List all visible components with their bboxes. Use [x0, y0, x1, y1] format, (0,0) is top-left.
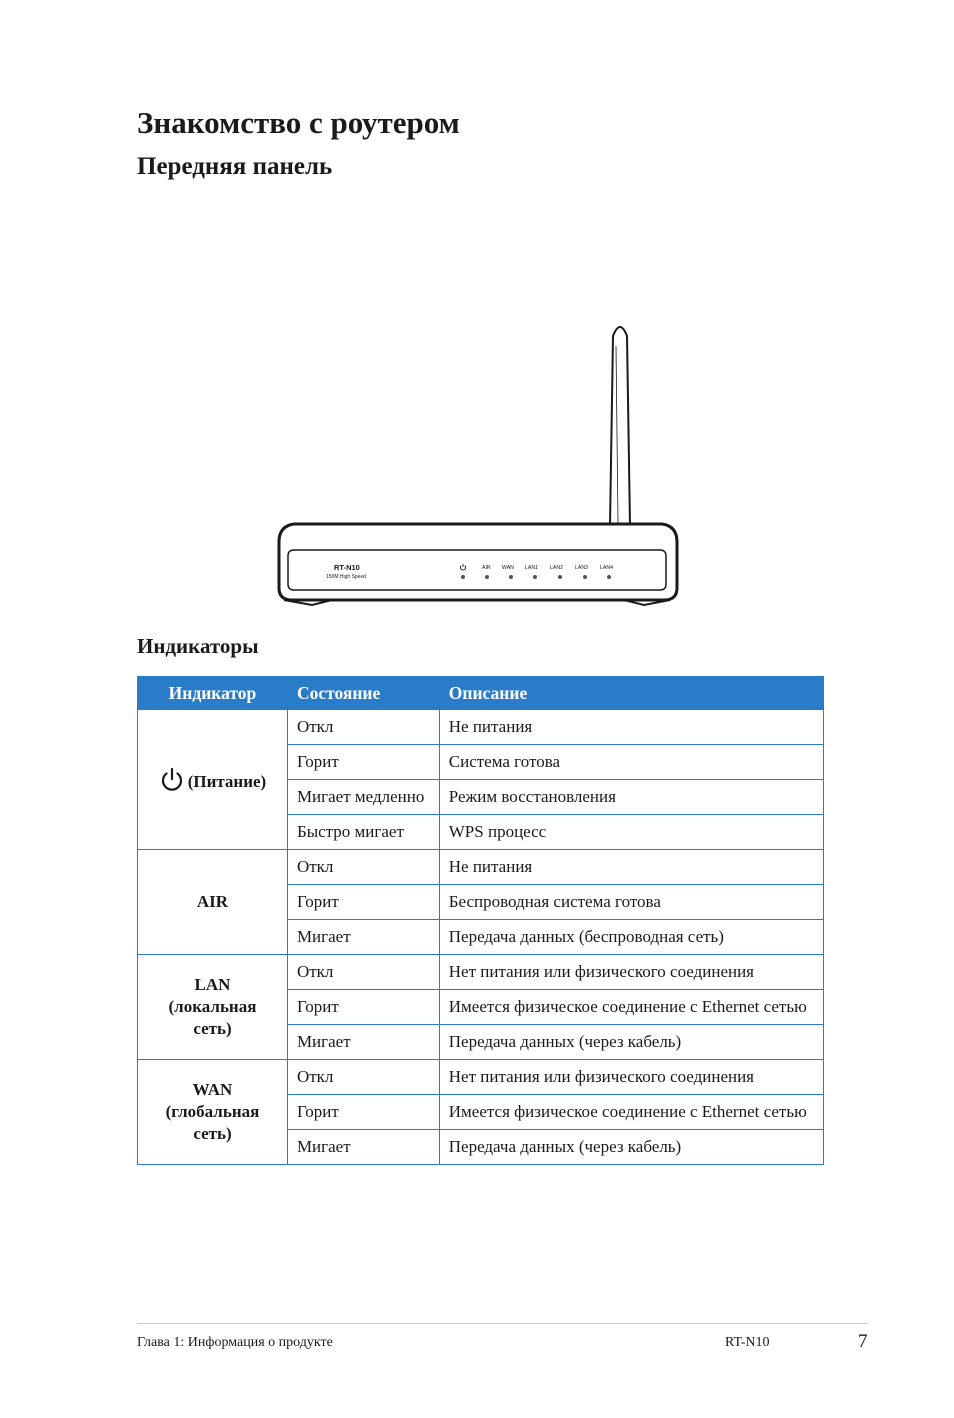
indicator-cell: [138, 710, 288, 850]
footer-chapter: Глава 1: Информация о продукте: [137, 1335, 333, 1350]
indicator-cell: AIR: [138, 850, 288, 955]
page-subtitle: Передняя панель: [137, 153, 333, 180]
antenna: [610, 327, 630, 526]
state-cell: Откл: [287, 955, 439, 990]
section-title: Индикаторы: [137, 634, 259, 658]
table-row: [138, 850, 824, 885]
led-dot: [533, 575, 537, 579]
indicator-label: (Питание): [187, 771, 267, 791]
power-icon: [159, 767, 185, 793]
state-cell: Мигает: [287, 1025, 439, 1060]
router-illustration: [272, 318, 684, 608]
state-cell: Горит: [287, 990, 439, 1025]
page-title: Знакомство с роутером: [137, 105, 460, 140]
column-header: Индикатор: [138, 677, 288, 710]
description-cell: Беспроводная система готова: [439, 885, 823, 920]
led-dot: [485, 575, 489, 579]
description-cell: Нет питания или физического соединения: [439, 1060, 823, 1095]
footer-divider: [137, 1323, 868, 1324]
state-cell: Откл: [287, 710, 439, 745]
description-cell: Система готова: [439, 745, 823, 780]
footer-model: RT-N10: [725, 1335, 770, 1350]
led-label: LAN1: [525, 565, 538, 571]
state-cell: Откл: [287, 850, 439, 885]
led-label: LAN4: [600, 565, 613, 571]
table-header-row: [138, 677, 824, 710]
state-cell: Горит: [287, 885, 439, 920]
indicator-table: [137, 676, 824, 1165]
led-dot: [509, 575, 513, 579]
description-cell: Передача данных (через кабель): [439, 1130, 823, 1165]
table-row: [138, 1060, 824, 1095]
description-cell: Передача данных (через кабель): [439, 1025, 823, 1060]
description-cell: Не питания: [439, 710, 823, 745]
led-label: WAN: [502, 565, 514, 571]
description-cell: Режим восстановления: [439, 780, 823, 815]
state-cell: Откл: [287, 1060, 439, 1095]
description-cell: Имеется физическое соединение с Ethernet сетью: [439, 990, 823, 1025]
state-cell: Быстро мигает: [287, 815, 439, 850]
led-label: LAN3: [575, 565, 588, 571]
description-cell: Не питания: [439, 850, 823, 885]
indicator-cell: LAN (локальная сеть): [138, 955, 288, 1060]
description-cell: WPS процесс: [439, 815, 823, 850]
state-cell: Горит: [287, 745, 439, 780]
table-row: [138, 710, 824, 745]
description-cell: Передача данных (беспроводная сеть): [439, 920, 823, 955]
indicator-cell: WAN (глобальная сеть): [138, 1060, 288, 1165]
router-tagline: 150M High Speed: [326, 574, 367, 580]
state-cell: Горит: [287, 1095, 439, 1130]
table-row: [138, 955, 824, 990]
router-model-label: RT-N10: [334, 563, 360, 572]
led-dot: [607, 575, 611, 579]
column-header: Описание: [439, 677, 823, 710]
state-cell: Мигает: [287, 920, 439, 955]
state-cell: Мигает медленно: [287, 780, 439, 815]
state-cell: Мигает: [287, 1130, 439, 1165]
description-cell: Нет питания или физического соединения: [439, 955, 823, 990]
page-number: 7: [858, 1331, 868, 1352]
description-cell: Имеется физическое соединение с Ethernet сетью: [439, 1095, 823, 1130]
led-dot: [558, 575, 562, 579]
led-label: AIR: [482, 565, 491, 571]
led-dot: [461, 575, 465, 579]
led-dot: [583, 575, 587, 579]
column-header: Состояние: [287, 677, 439, 710]
led-label: LAN2: [550, 565, 563, 571]
